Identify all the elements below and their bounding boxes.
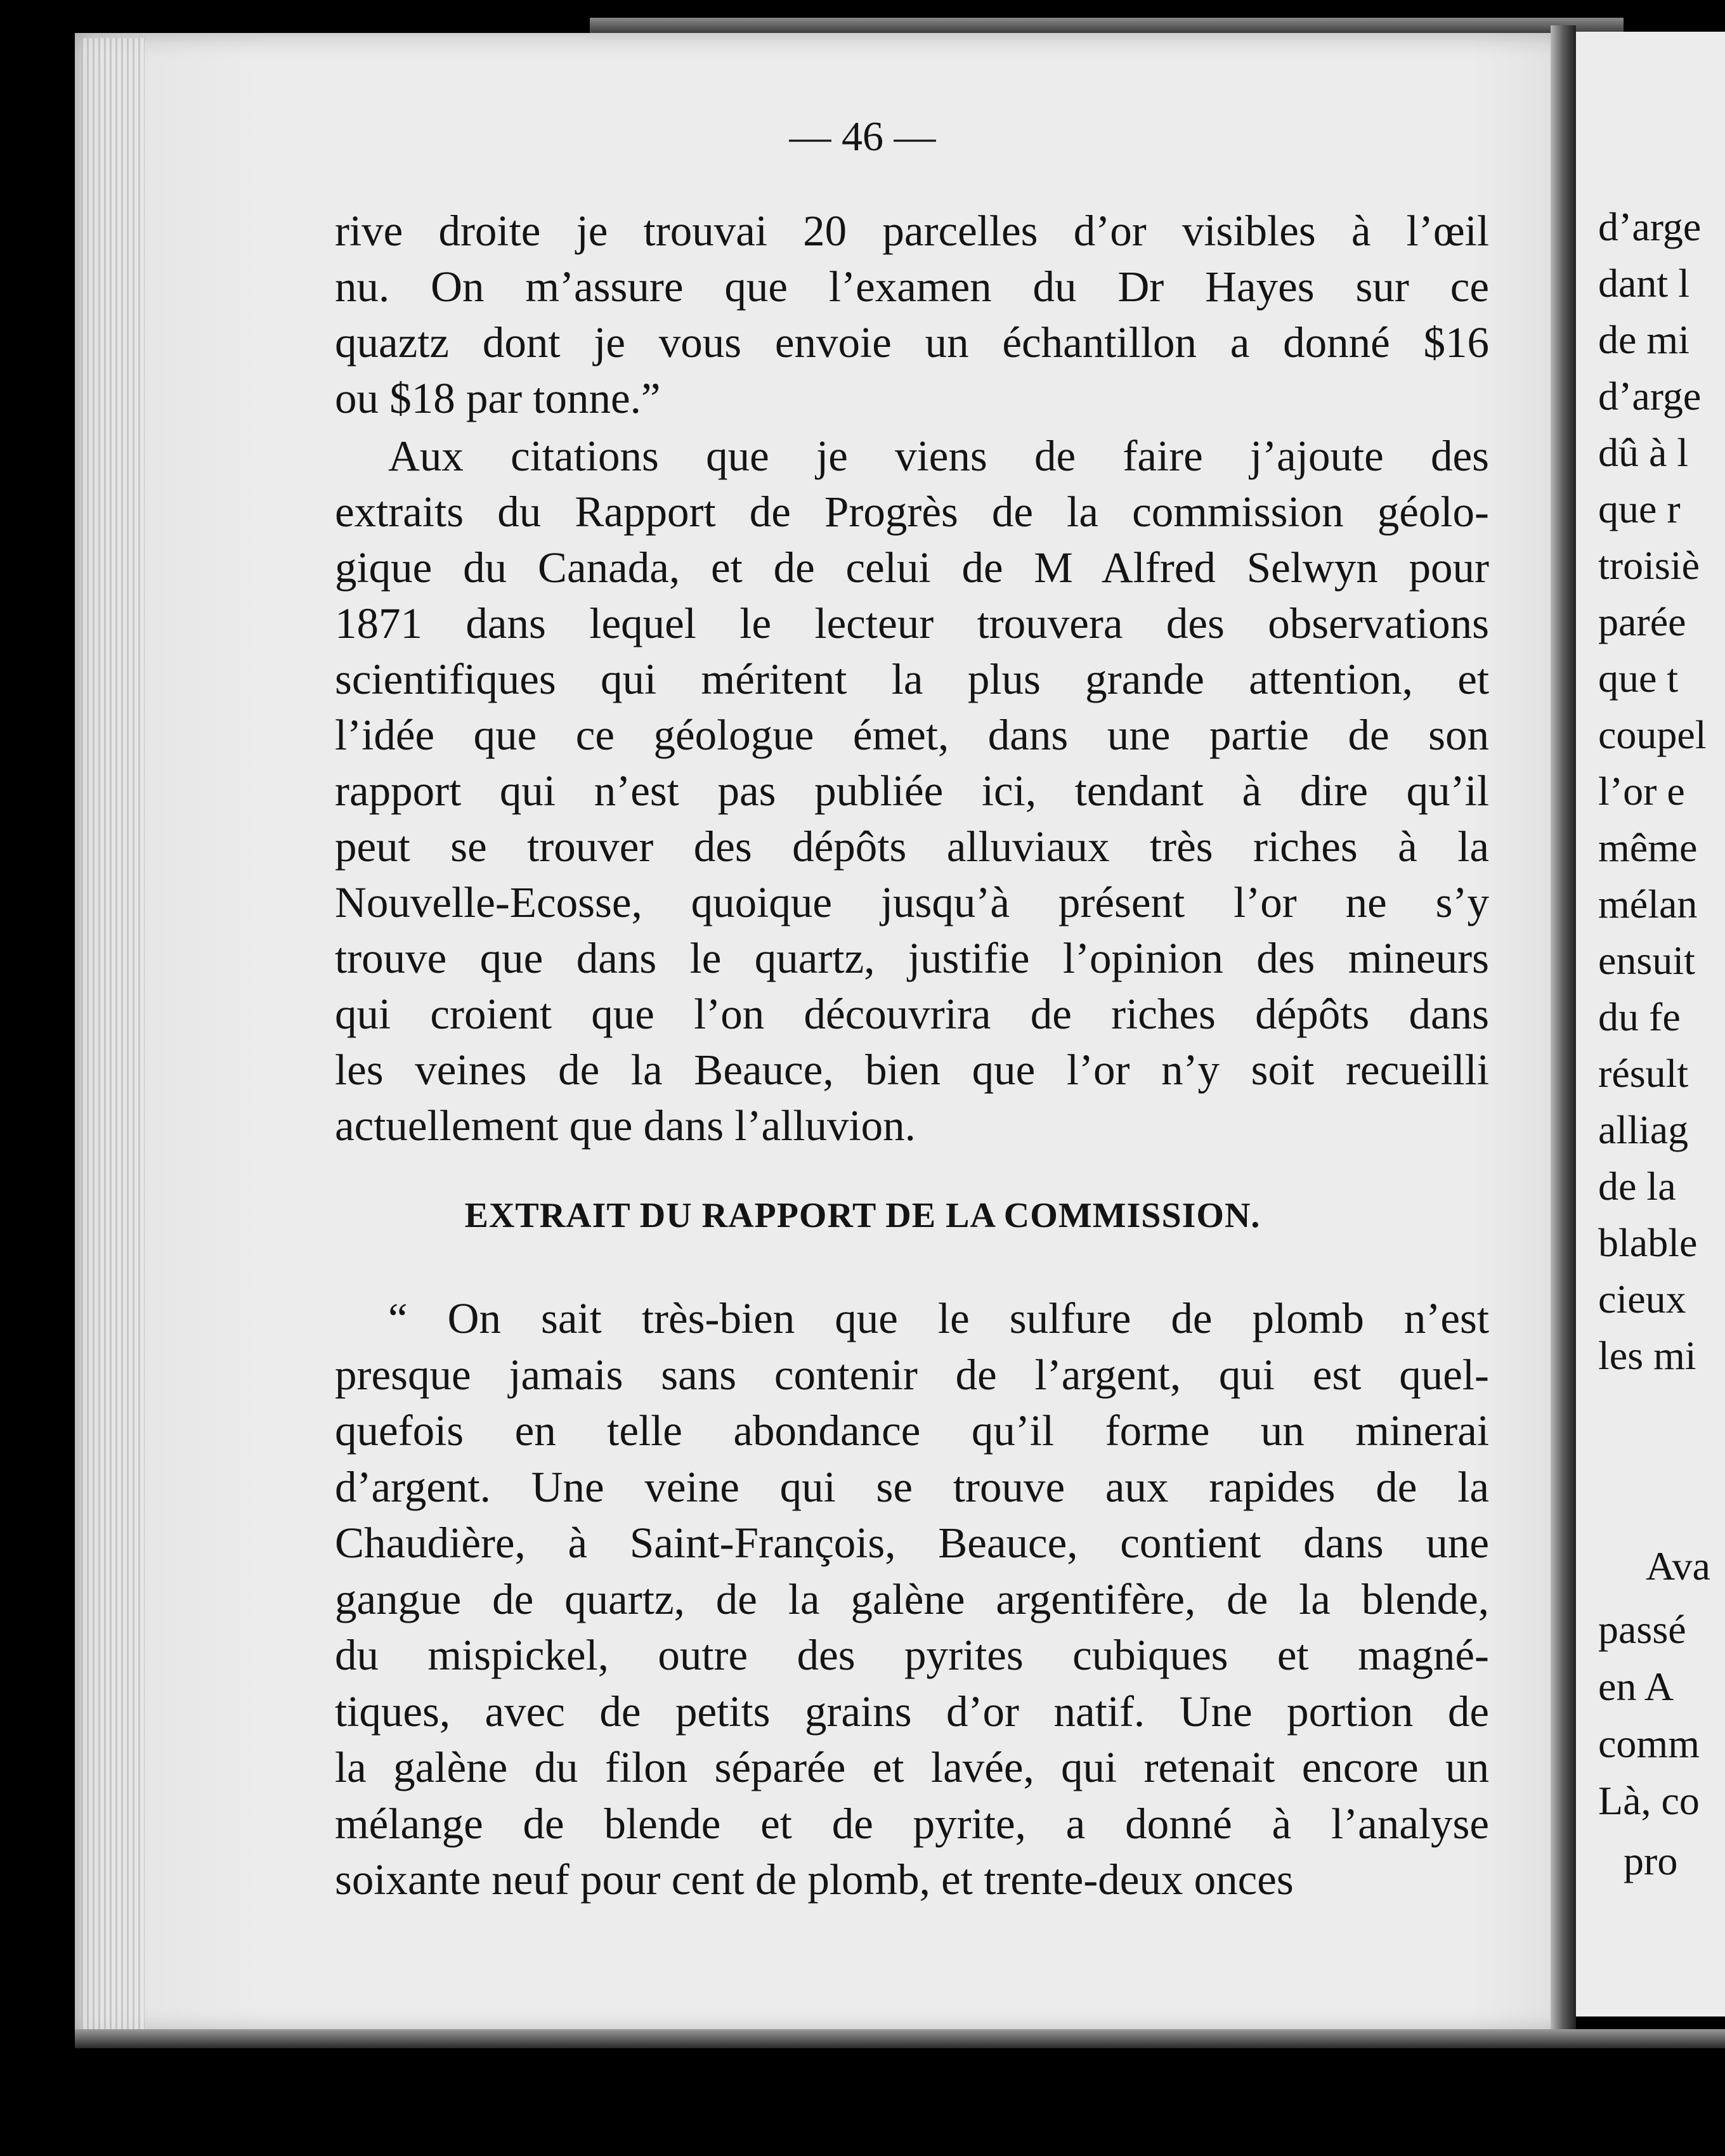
text-line: Chaudière, à Saint-François, Beauce, contient dans une [335, 1519, 1489, 1567]
text-line: “ On sait très-bien que le sulfure de plomb n’est [388, 1294, 1489, 1342]
text-line: les veines de la Beauce, bien que l’or n’y soit recueilli [335, 1046, 1489, 1094]
text-line: nu. On m’assure que l’examen du Dr Hayes sur ce [335, 263, 1489, 311]
right-page-line: les mi [1598, 1333, 1696, 1378]
right-page-line: Là, co [1598, 1778, 1700, 1823]
right-page-line: du fe [1598, 994, 1681, 1039]
text-line: gique du Canada, et de celui de M Alfred Selwyn pour [335, 543, 1489, 592]
right-page-line: dant l [1598, 261, 1689, 306]
right-page-line: comm [1598, 1721, 1700, 1766]
right-page-line: même [1598, 825, 1698, 870]
book-gutter [1551, 25, 1576, 2048]
right-page-line: alliag [1598, 1107, 1689, 1152]
text-line: rapport qui n’est pas publiée ici, tendant à dire qu’il [335, 767, 1489, 815]
right-page-line: l’or e [1598, 769, 1685, 814]
text-line: Aux citations que je viens de faire j’ajoute des [388, 432, 1489, 480]
right-page-line: ensuit [1598, 938, 1695, 983]
section-heading: EXTRAIT DU RAPPORT DE LA COMMISSION. [464, 1196, 1261, 1235]
text-line: d’argent. Une veine qui se trouve aux rapides de la [335, 1462, 1489, 1511]
text-line: trouve que dans le quartz, justifie l’opinion des mineurs [335, 934, 1489, 982]
text-line: Nouvelle-Ecosse, quoique jusqu’à présent l’or ne s’y [335, 878, 1489, 926]
text-line: quaztz dont je vous envoie un échantillon a donné $16 [335, 318, 1489, 367]
right-page-line: coupel [1598, 712, 1707, 757]
text-line: rive droite je trouvai 20 parcelles d’or visibles à l’œil [335, 207, 1489, 255]
right-page-line: blable [1598, 1220, 1698, 1265]
right-page-line: de la [1598, 1164, 1676, 1209]
page-edges [81, 38, 145, 2029]
right-page-line: Ava [1646, 1543, 1710, 1588]
page-number: — 46 — [789, 114, 936, 160]
text-line: 1871 dans lequel le lecteur trouvera des observations [335, 599, 1489, 647]
text-line: scientifiques qui méritent la plus grande attention, et [335, 655, 1489, 703]
right-page-line: troisiè [1598, 543, 1700, 588]
right-page-line: que t [1598, 656, 1679, 701]
text-line: soixante neuf pour cent de plomb, et trente-deux onces [335, 1855, 1294, 1904]
text-line: quefois en telle abondance qu’il forme un minerai [335, 1406, 1489, 1455]
book-bottom-edge [75, 2029, 1725, 2048]
text-line: mélange de blende et de pyrite, a donné à l’analyse [335, 1799, 1489, 1848]
text-line: extraits du Rapport de Progrès de la commission géolo- [335, 488, 1489, 536]
right-page-line: pro [1624, 1838, 1678, 1883]
right-page-line: passé [1598, 1607, 1686, 1652]
text-line: gangue de quartz, de la galène argentifère, de la blende, [335, 1575, 1489, 1623]
text-line: qui croient que l’on découvrira de riches dépôts dans [335, 990, 1489, 1038]
text-line: la galène du filon séparée et lavée, qui retenait encore un [335, 1743, 1489, 1791]
right-page-line: d’arge [1598, 204, 1702, 249]
right-page-line: de mi [1598, 317, 1689, 362]
text-line: peut se trouver des dépôts alluviaux très riches à la [335, 822, 1489, 871]
right-page-line: dû à l [1598, 430, 1689, 475]
right-page-line: en A [1598, 1664, 1674, 1709]
text-line: ou $18 par tonne.” [335, 374, 661, 422]
right-page-line: parée [1598, 599, 1686, 644]
right-page-line: résult [1598, 1051, 1689, 1096]
text-line: l’idée que ce géologue émet, dans une partie de son [335, 711, 1489, 759]
text-line: presque jamais sans contenir de l’argent, qui est quel- [335, 1350, 1489, 1399]
right-page-line: d’arge [1598, 373, 1702, 419]
right-page-line: que r [1598, 486, 1681, 531]
text-line: tiques, avec de petits grains d’or natif. Une portion de [335, 1687, 1489, 1736]
text-line: du mispickel, outre des pyrites cubiques et magné- [335, 1631, 1489, 1679]
right-page-line: mélan [1598, 881, 1698, 926]
text-line: actuellement que dans l’alluvion. [335, 1101, 916, 1150]
right-page-line: cieux [1598, 1276, 1686, 1322]
